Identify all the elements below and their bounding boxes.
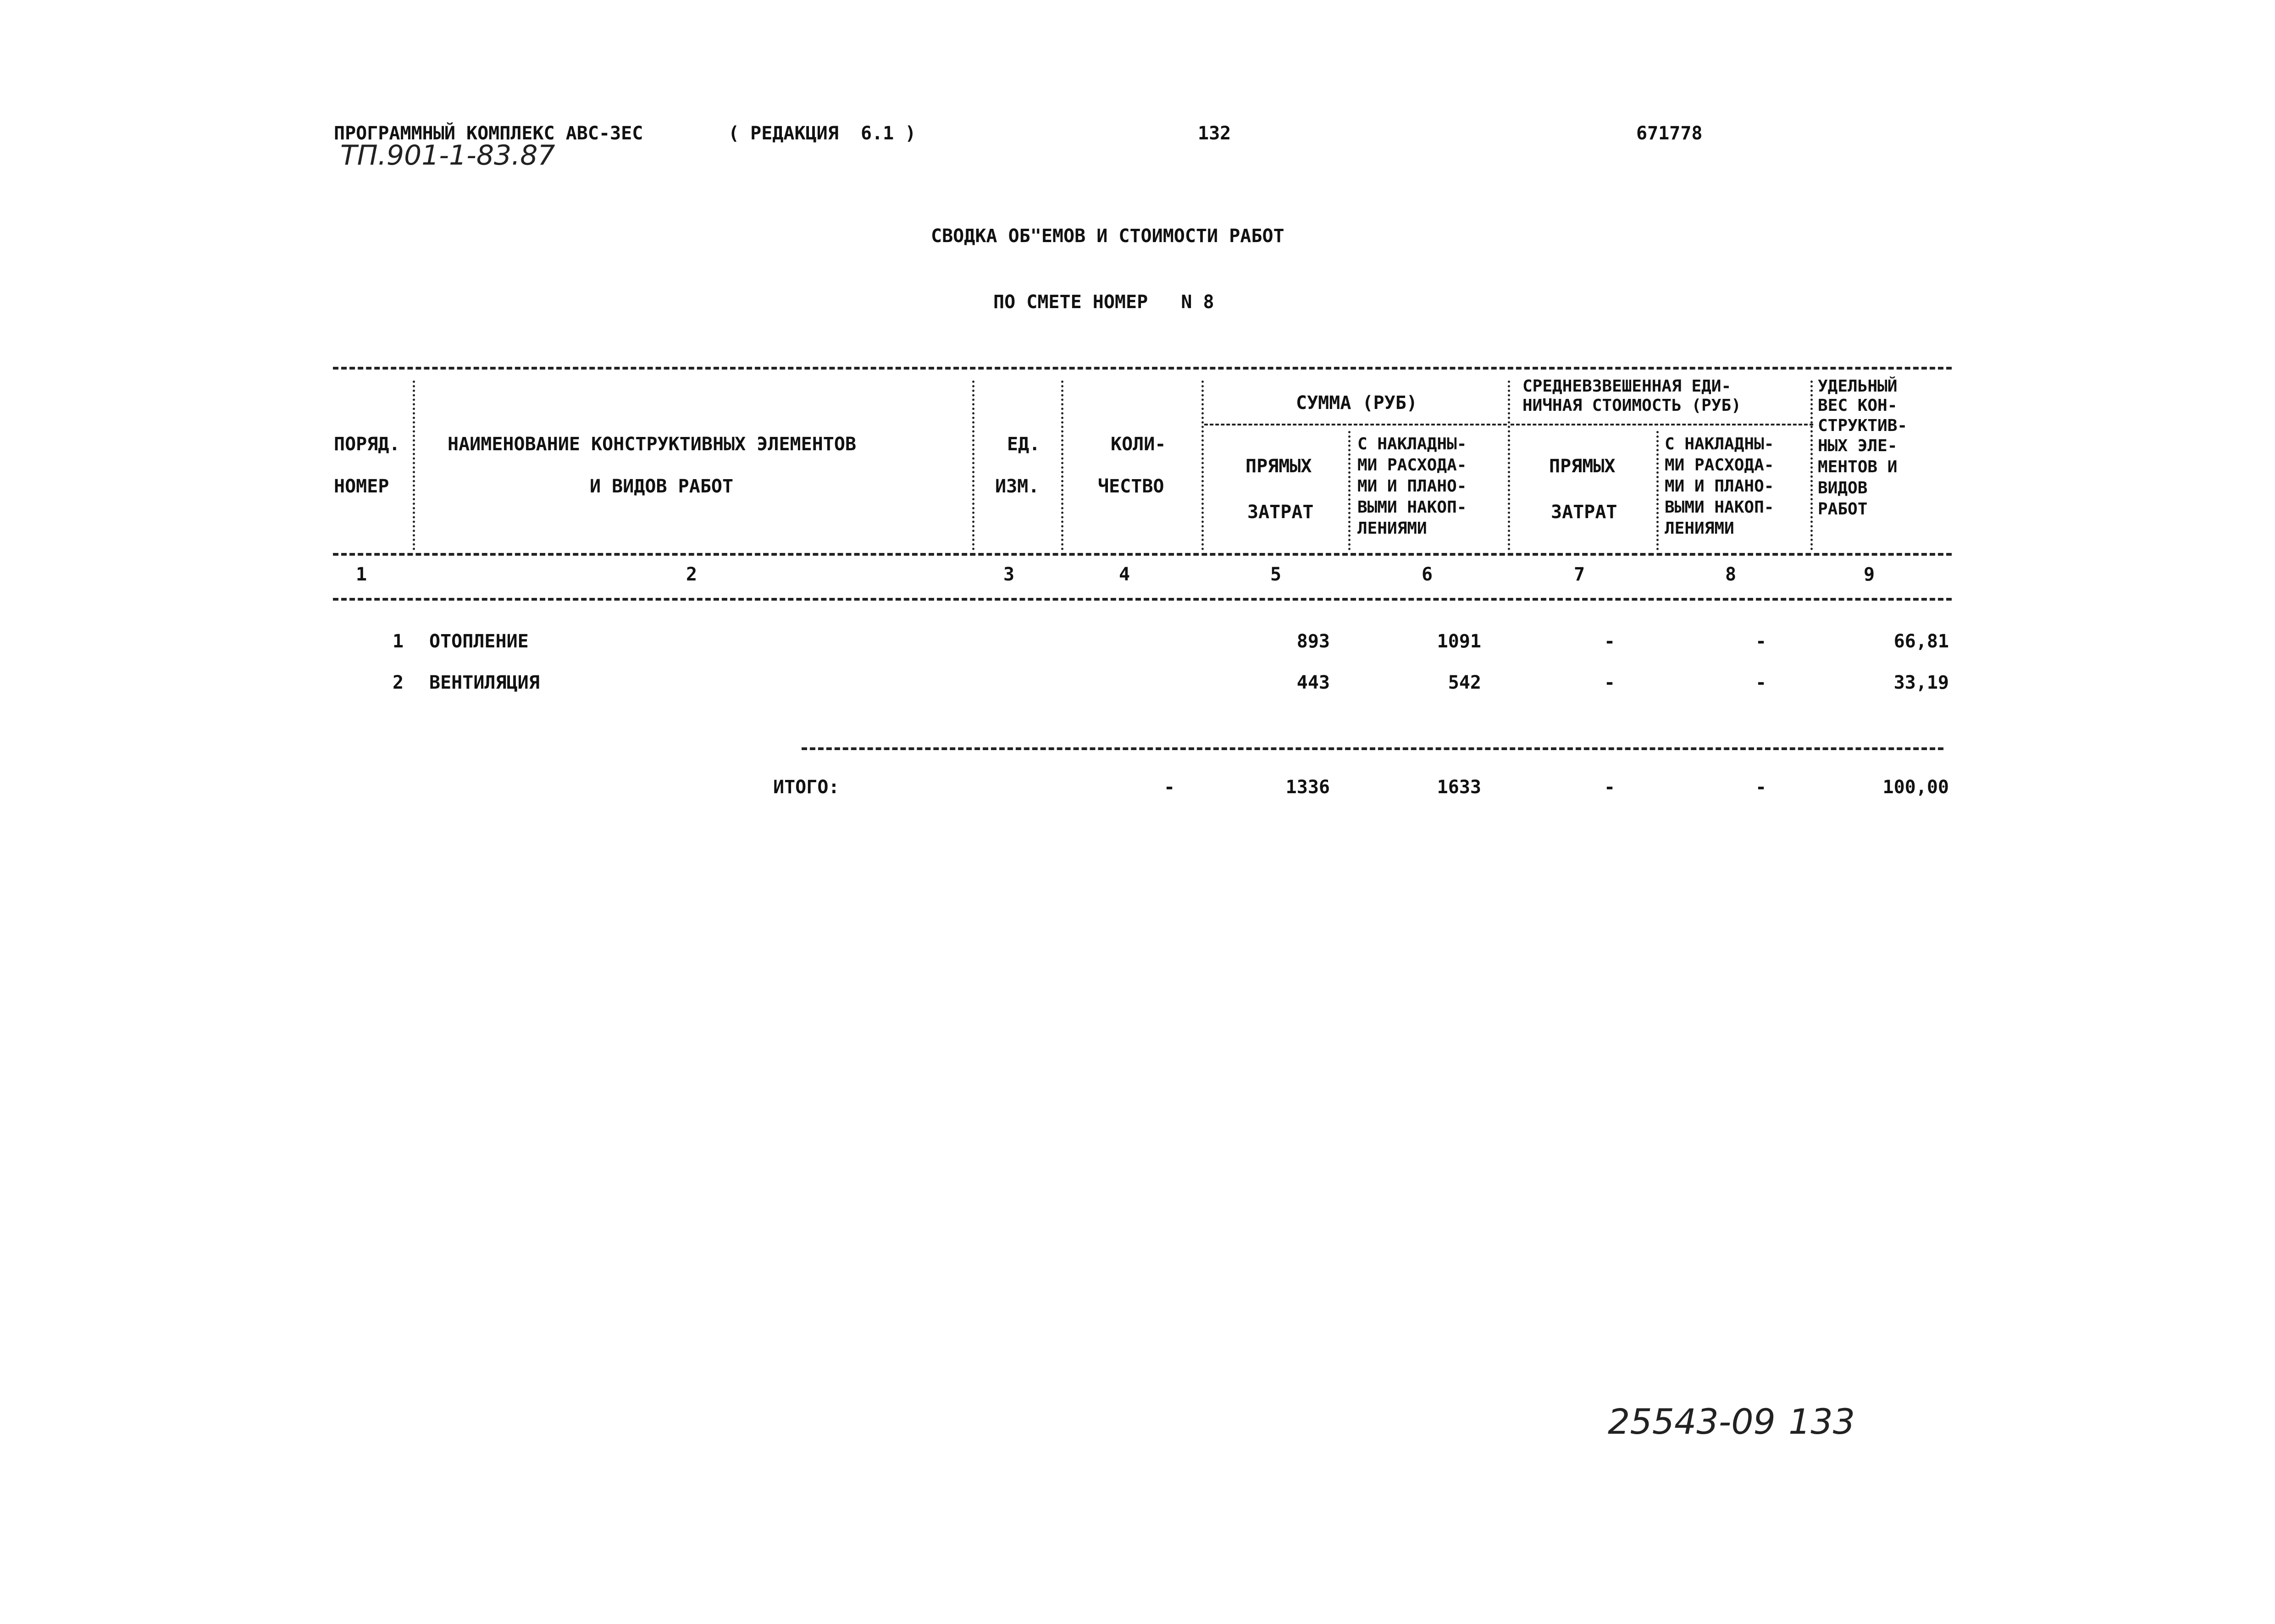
col-number-8: 8 [1725, 564, 1737, 585]
avg-group-rule [1511, 424, 1813, 425]
col8-header-line1: С НАКЛАДНЫ- [1665, 435, 1774, 453]
handwritten-archive-code: 25543-09 [1608, 1401, 1776, 1442]
col6-header-line4: ВЫМИ НАКОП- [1357, 498, 1467, 517]
row-share: 66,81 [1893, 631, 1949, 652]
col1-header-line2: НОМЕР [334, 476, 389, 497]
col-number-5: 5 [1270, 564, 1282, 585]
col-number-7: 7 [1574, 564, 1585, 585]
row-avg-direct: - [1604, 672, 1616, 693]
sum-group-header: СУММА (РУБ) [1296, 392, 1417, 414]
avg-group-header-line1: СРЕДНЕВЗВЕШЕННАЯ ЕДИ- [1522, 377, 1732, 396]
col9-header-line5: МЕНТОВ И [1818, 458, 1898, 476]
col6-header-line5: ЛЕНИЯМИ [1357, 519, 1427, 538]
col6-header-line3: МИ И ПЛАНО- [1357, 477, 1467, 496]
col7-header-line2: ЗАТРАТ [1551, 502, 1617, 523]
total-avg-direct: - [1604, 777, 1616, 798]
col7-header-line1: ПРЯМЫХ [1549, 456, 1616, 477]
col-number-2: 2 [686, 564, 697, 585]
col6-header-line1: С НАКЛАДНЫ- [1357, 435, 1467, 453]
row-direct-costs: 443 [1296, 672, 1330, 693]
program-name: ПРОГРАММНЫЙ КОМПЛЕКС АВС-3ЕС [334, 123, 643, 144]
handwritten-reference: ТП.901-1-83.87 [340, 139, 555, 171]
separator [1656, 431, 1659, 550]
col8-header-line3: МИ И ПЛАНО- [1665, 477, 1774, 496]
col8-header-line5: ЛЕНИЯМИ [1665, 519, 1734, 538]
handwritten-page-number: 133 [1788, 1401, 1855, 1442]
avg-group-header-line2: НИЧНАЯ СТОИМОСТЬ (РУБ) [1522, 396, 1741, 415]
row-overhead-costs: 1091 [1437, 631, 1481, 652]
separator [1201, 381, 1204, 550]
col-number-3: 3 [1003, 564, 1015, 585]
col-number-9: 9 [1864, 564, 1875, 585]
col-number-6: 6 [1422, 564, 1433, 585]
total-direct-costs: 1336 [1285, 777, 1330, 798]
row-avg-overhead: - [1755, 672, 1767, 693]
col-number-1: 1 [356, 564, 367, 585]
total-rule [802, 747, 1943, 750]
edition: ( РЕДАКЦИЯ 6.1 ) [728, 123, 916, 144]
row-name: ОТОПЛЕНИЕ [429, 631, 529, 652]
page-number: 132 [1198, 123, 1231, 144]
row-avg-direct: - [1604, 631, 1616, 652]
row-overhead-costs: 542 [1448, 672, 1481, 693]
col9-header-line7: РАБОТ [1818, 500, 1868, 519]
col9-header-line2: ВЕС КОН- [1818, 396, 1898, 415]
col9-header-line6: ВИДОВ [1818, 479, 1868, 497]
row-share: 33,19 [1893, 672, 1949, 693]
separator [1810, 381, 1813, 550]
row-number: 2 [393, 672, 404, 693]
total-avg-overhead: - [1755, 777, 1767, 798]
separator [413, 381, 415, 550]
row-number: 1 [393, 631, 404, 652]
col9-header-line3: СТРУКТИВ- [1818, 416, 1908, 435]
col3-header-line1: ЕД. [1007, 434, 1041, 455]
header-bottom-rule [333, 553, 1952, 556]
col9-header-line1: УДЕЛЬНЫЙ [1818, 377, 1898, 396]
separator [1508, 381, 1510, 550]
row-name: ВЕНТИЛЯЦИЯ [429, 672, 540, 693]
col4-header-line2: ЧЕСТВО [1098, 476, 1164, 497]
column-numbers-rule [333, 598, 1952, 601]
col5-header-line2: ЗАТРАТ [1247, 502, 1314, 523]
separator [972, 381, 974, 550]
total-overhead-costs: 1633 [1437, 777, 1481, 798]
separator [1348, 431, 1351, 550]
col8-header-line4: ВЫМИ НАКОП- [1665, 498, 1774, 517]
table-top-rule [333, 367, 1952, 370]
document-code: 671778 [1636, 123, 1703, 144]
row-direct-costs: 893 [1296, 631, 1330, 652]
col3-header-line2: ИЗМ. [995, 476, 1040, 497]
col5-header-line1: ПРЯМЫХ [1245, 456, 1312, 477]
col2-header-line2: И ВИДОВ РАБОТ [590, 476, 734, 497]
report-title: СВОДКА ОБ"ЕМОВ И СТОИМОСТИ РАБОТ [931, 226, 1284, 247]
col8-header-line2: МИ РАСХОДА- [1665, 456, 1774, 475]
total-quantity: - [1163, 777, 1175, 798]
col9-header-line4: НЫХ ЭЛЕ- [1818, 436, 1898, 455]
col1-header-line1: ПОРЯД. [334, 434, 400, 455]
sum-group-rule [1204, 424, 1507, 425]
estimate-number: ПО СМЕТЕ НОМЕР N 8 [993, 292, 1214, 313]
col-number-4: 4 [1119, 564, 1130, 585]
row-avg-overhead: - [1755, 631, 1767, 652]
separator [1061, 381, 1063, 550]
total-label: ИТОГО: [773, 777, 840, 798]
col4-header-line1: КОЛИ- [1111, 434, 1166, 455]
total-share: 100,00 [1882, 777, 1949, 798]
col6-header-line2: МИ РАСХОДА- [1357, 456, 1467, 475]
col2-header-line1: НАИМЕНОВАНИЕ КОНСТРУКТИВНЫХ ЭЛЕМЕНТОВ [448, 434, 857, 455]
